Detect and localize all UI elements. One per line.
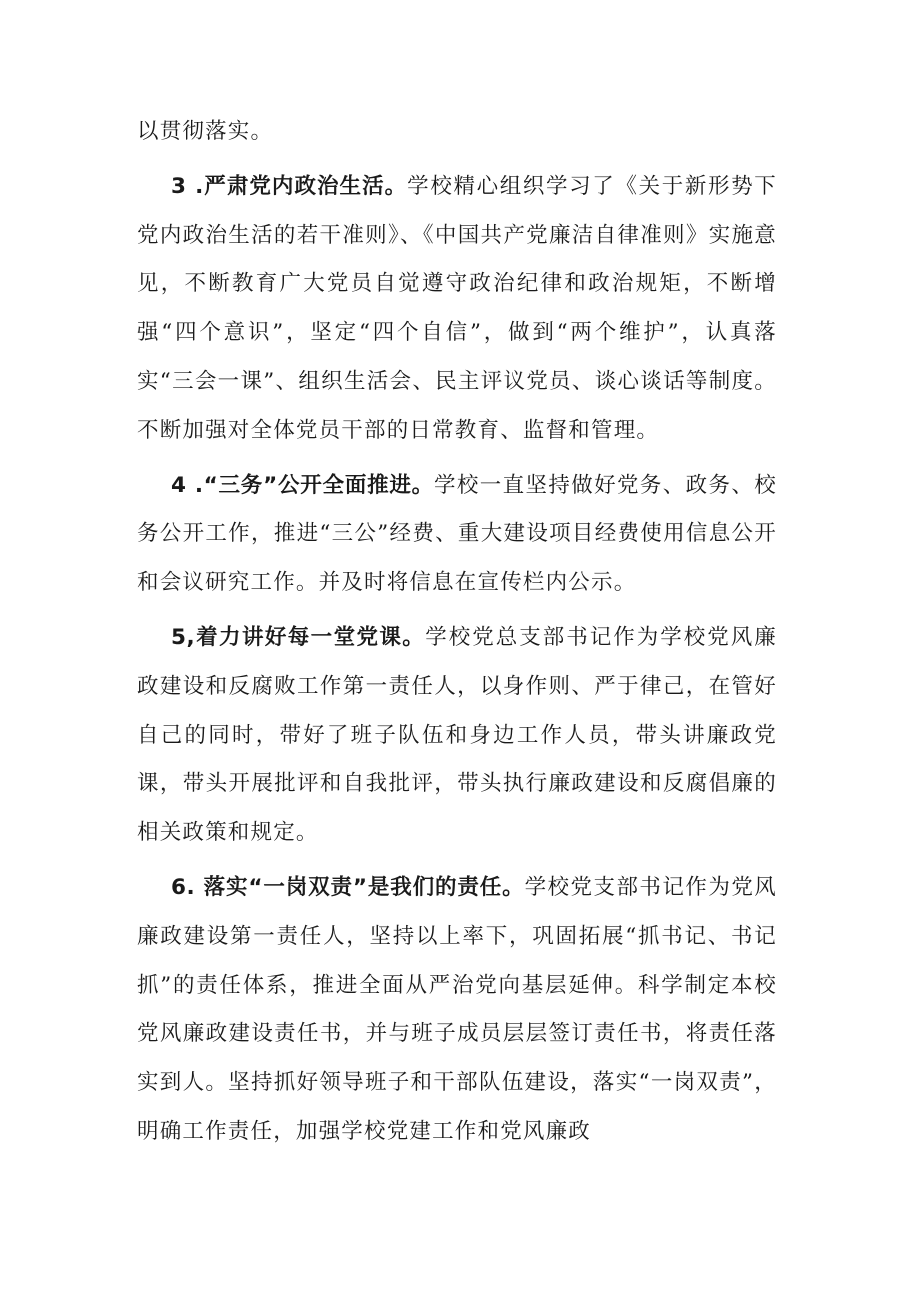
paragraph-body: 以贯彻落实。 [137,119,274,144]
paragraph-4 [137,462,777,608]
paragraph-continuation [137,108,777,157]
paragraph-body: 学校一直坚持做好党务、政务、校务公开工作，推进“三公”经费、重大建设项目经费使用信息公开和会议研究工作。并及时将信息在宣传栏内公示。 [137,472,777,596]
paragraph-heading: 4 .“三务”公开全面推进。 [171,472,434,498]
paragraph-body: 学校党总支部书记作为学校党风廉政建设和反腐败工作第一责任人，以身作则、严于律己，在管好自己的同时，带好了班子队伍和身边工作人员，带头讲廉政党课，带头开展批评和自我批评，带头执行廉政建设和反腐倡廉的相关政策和规定。 [137,624,777,846]
document-body [137,108,777,1157]
paragraph-heading: 6. 落实“一岗双责”是我们的责任。 [171,874,525,900]
paragraph-heading: 3 .严肃党内政治生活。 [171,173,408,199]
paragraph-body: 学校党支部书记作为党风廉政建设第一责任人，坚持以上率下，巩固拓展“抓书记、书记抓”的责任体系，推进全面从严治党向基层延伸。科学制定本校党风廉政建设责任书，并与班子成员层层签订责任书，将责任落实到人。坚持抓好领导班子和干部队伍建设，落实“一岗双责”，明确工作责任，加强学校党建工作和党风廉政 [137,874,777,1144]
paragraph-body: 学校精心组织学习了《关于新形势下党内政治生活的若干准则》、《中国共产党廉洁自律准则》实施意见，不断教育广大党员自觉遵守政治纪律和政治规矩，不断增强“四个意识”，坚定“四个自信”，做到“两个维护”，认真落实“三会一课”、组织生活会、民主评议党员、谈心谈话等制度。不断加强对全体党员干部的日常教育、监督和管理。 [137,173,777,443]
paragraph-5 [137,614,777,858]
paragraph-6 [137,864,777,1157]
paragraph-3 [137,163,777,456]
paragraph-heading: 5,着力讲好每一堂党课。 [171,624,426,650]
